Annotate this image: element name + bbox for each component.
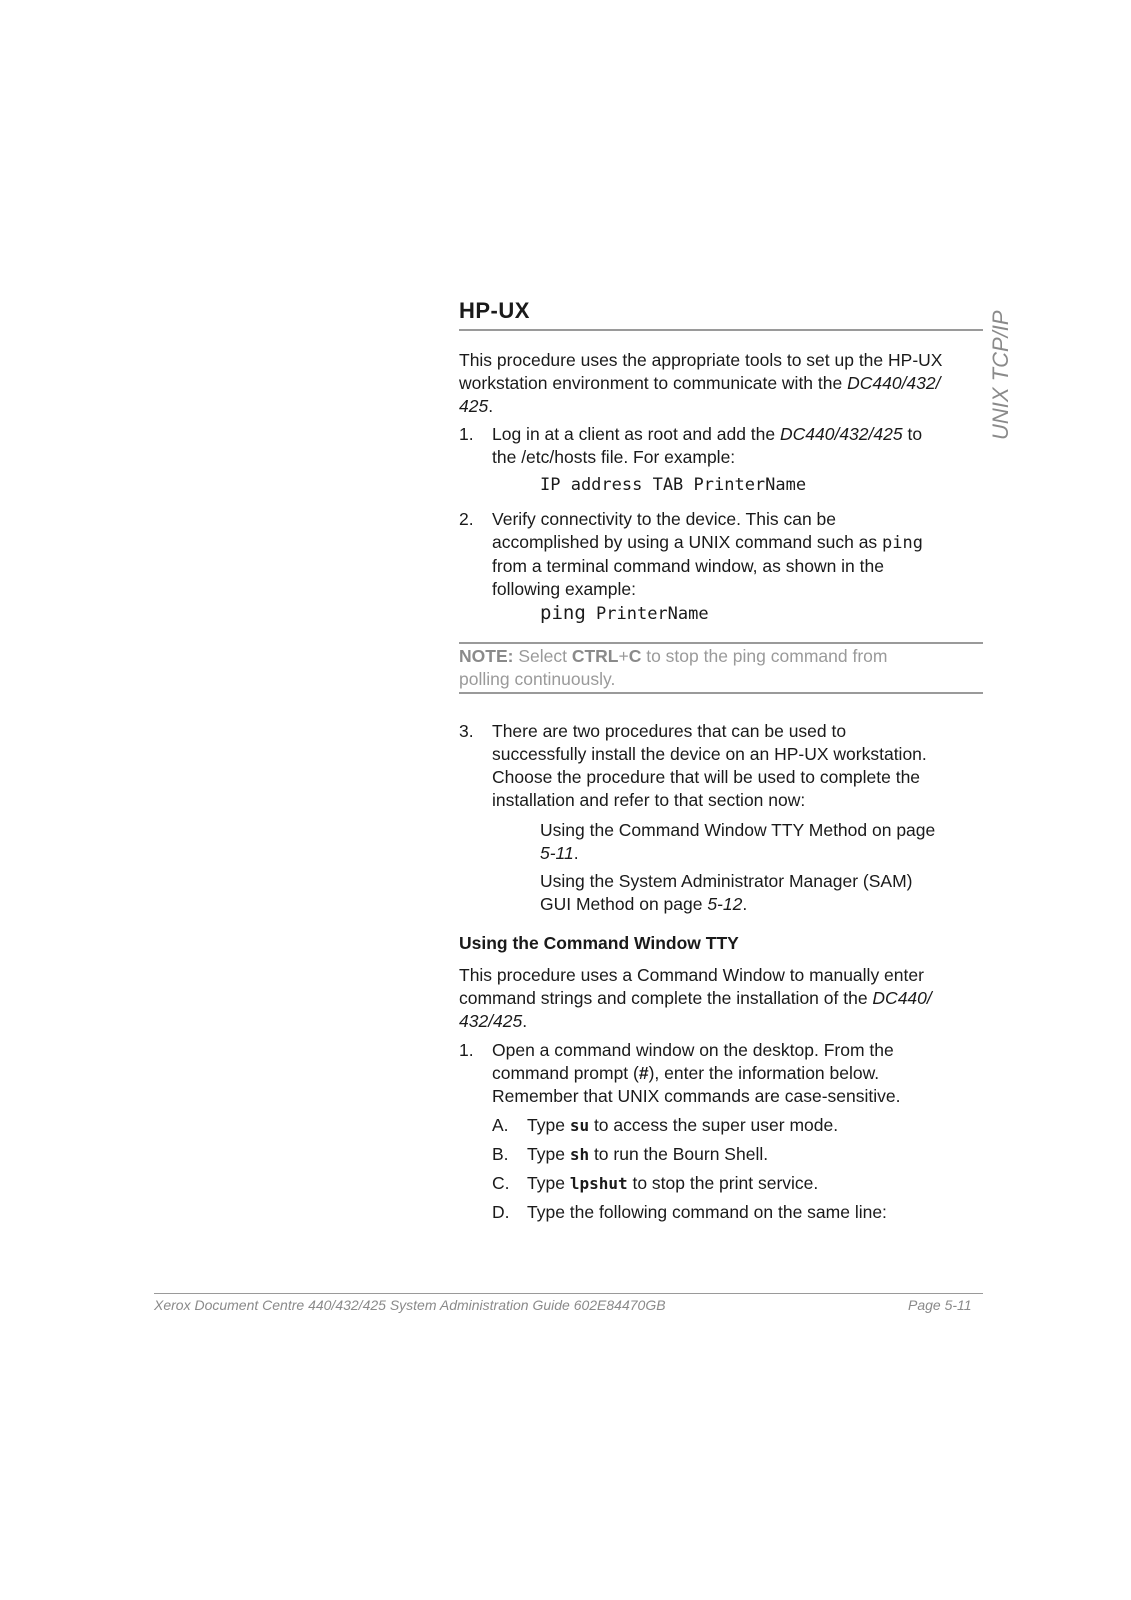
intro-model-2: 425: [459, 396, 489, 416]
step-2-line-3: from a terminal command window, as shown in the: [492, 556, 884, 576]
sub-step-1-line-3: Remember that UNIX commands are case-sensitive.: [492, 1086, 901, 1106]
subsection-intro-line-2: command strings and complete the installation of the: [459, 988, 873, 1008]
section-title: HP-UX: [459, 298, 530, 323]
step-2-inline-code: ping: [882, 533, 923, 553]
subsection-intro: This procedure uses a Command Window to manually enter command strings and complete the installation of the DC440/ 432/425.: [459, 965, 932, 1031]
subsection-title: Using the Command Window TTY: [459, 933, 739, 953]
note-line-2: polling continuously.: [459, 669, 616, 689]
substep-d-text: Type the following command on the same line:: [527, 1202, 887, 1222]
intro-end: .: [488, 396, 494, 416]
sub-step-1-line-2-pre: command prompt (: [492, 1063, 639, 1083]
reference-sam-line-1: Using the System Administrator Manager (SAM): [540, 871, 913, 891]
substep-c: [492, 1172, 818, 1195]
step-3-line-1: There are two procedures that can be used to: [492, 721, 847, 741]
subsection-intro-line-1: This procedure uses a Command Window to manually enter: [459, 965, 924, 985]
step-2-code-command: ping: [540, 602, 586, 624]
step-2-number: 2.: [459, 509, 474, 529]
intro-line-1: This procedure uses the appropriate tools to set up the HP-UX: [459, 350, 943, 370]
subsection-intro-model: DC440/: [872, 988, 932, 1008]
step-2-line-1: Verify connectivity to the device. This can be: [492, 509, 837, 529]
footer-divider: [154, 1293, 983, 1294]
step-1-code-example: IP address TAB PrinterName: [540, 475, 807, 495]
step-2-code-argument: PrinterName: [596, 604, 709, 624]
note-key-c: C: [628, 646, 642, 666]
step-1-line-1: Log in at a client as root and add the: [492, 424, 780, 444]
side-tab-label: UNIX TCP/IP: [988, 310, 1013, 440]
substep-c-letter: C.: [492, 1173, 510, 1193]
step-1-line-1-end: to: [902, 424, 923, 444]
substep-d-letter: D.: [492, 1202, 510, 1222]
step-1-number: 1.: [459, 424, 474, 444]
footer-page-number: Page 5-11: [908, 1297, 972, 1313]
subsection-intro-model-2: 432/425: [459, 1011, 523, 1031]
step-3-line-4: installation and refer to that section now:: [492, 790, 806, 810]
note-key-ctrl: CTRL: [571, 646, 619, 666]
step-1-text: [492, 423, 922, 469]
sub-step-1-number: 1.: [459, 1040, 474, 1060]
step-2-line-2: accomplished by using a UNIX command such as: [492, 532, 883, 552]
substep-b-pre: Type: [527, 1144, 570, 1164]
step-3-line-2: successfully install the device on an HP-UX workstation.: [492, 744, 927, 764]
note-bottom-rule: [459, 692, 983, 694]
substep-a: [492, 1114, 838, 1137]
substep-c-pre: Type: [527, 1173, 570, 1193]
note-plus: +: [618, 646, 629, 666]
note-text-post: to stop the ping command from: [641, 646, 888, 666]
reference-tty-method[interactable]: Using the Command Window TTY Method on page 5-11.: [540, 820, 936, 863]
step-3-line-3: Choose the procedure that will be used to complete the: [492, 767, 921, 787]
intro-model: DC440/432/: [847, 373, 941, 393]
substep-c-code: lpshut: [569, 1174, 628, 1193]
sub-step-1-text: [492, 1039, 900, 1108]
note-box: [459, 645, 887, 691]
sub-step-1-line-2-post: ), enter the information below.: [648, 1063, 880, 1083]
step-2-line-4: following example:: [492, 579, 636, 599]
note-label: NOTE:: [459, 646, 514, 666]
substep-b-post: to run the Bourn Shell.: [589, 1144, 769, 1164]
substep-d: [492, 1201, 887, 1224]
footer-document-title: Xerox Document Centre 440/432/425 System Administration Guide 602E84470GB: [154, 1297, 666, 1313]
title-divider: [459, 329, 983, 331]
intro-line-2: workstation environment to communicate with the DC440/432/: [459, 373, 941, 393]
reference-sam-method[interactable]: Using the System Administrator Manager (SAM) GUI Method on page 5-12.: [540, 871, 913, 914]
intro-paragraph: [459, 349, 989, 418]
sub-step-1-hash: #: [638, 1063, 649, 1083]
step-3-text: [492, 720, 927, 812]
reference-tty-page: 5-11: [540, 843, 574, 863]
step-1-model: DC440/432/425: [779, 424, 903, 444]
note-top-rule: [459, 642, 983, 644]
substep-a-pre: Type: [527, 1115, 570, 1135]
substep-a-code: su: [569, 1116, 590, 1135]
substep-b-code: sh: [569, 1145, 590, 1164]
substep-c-post: to stop the print service.: [627, 1173, 819, 1193]
reference-sam-page: 5-12: [707, 894, 743, 914]
reference-sam-line-2: GUI Method on page: [540, 894, 708, 914]
step-3-number: 3.: [459, 721, 474, 741]
side-tab: [984, 300, 1024, 450]
step-2-text: [492, 508, 923, 601]
substep-b: [492, 1143, 768, 1166]
step-1-line-2: the /etc/hosts file. For example:: [492, 447, 736, 467]
note-text-pre: Select: [513, 646, 572, 666]
substep-a-letter: A.: [492, 1115, 509, 1135]
substep-a-post: to access the super user mode.: [589, 1115, 839, 1135]
sub-step-1-line-1: Open a command window on the desktop. From the: [492, 1040, 894, 1060]
reference-tty-line-1: Using the Command Window TTY Method on page: [540, 820, 936, 840]
intro-line-3: [459, 395, 989, 418]
substep-b-letter: B.: [492, 1144, 509, 1164]
step-2-code-example: [540, 602, 709, 626]
